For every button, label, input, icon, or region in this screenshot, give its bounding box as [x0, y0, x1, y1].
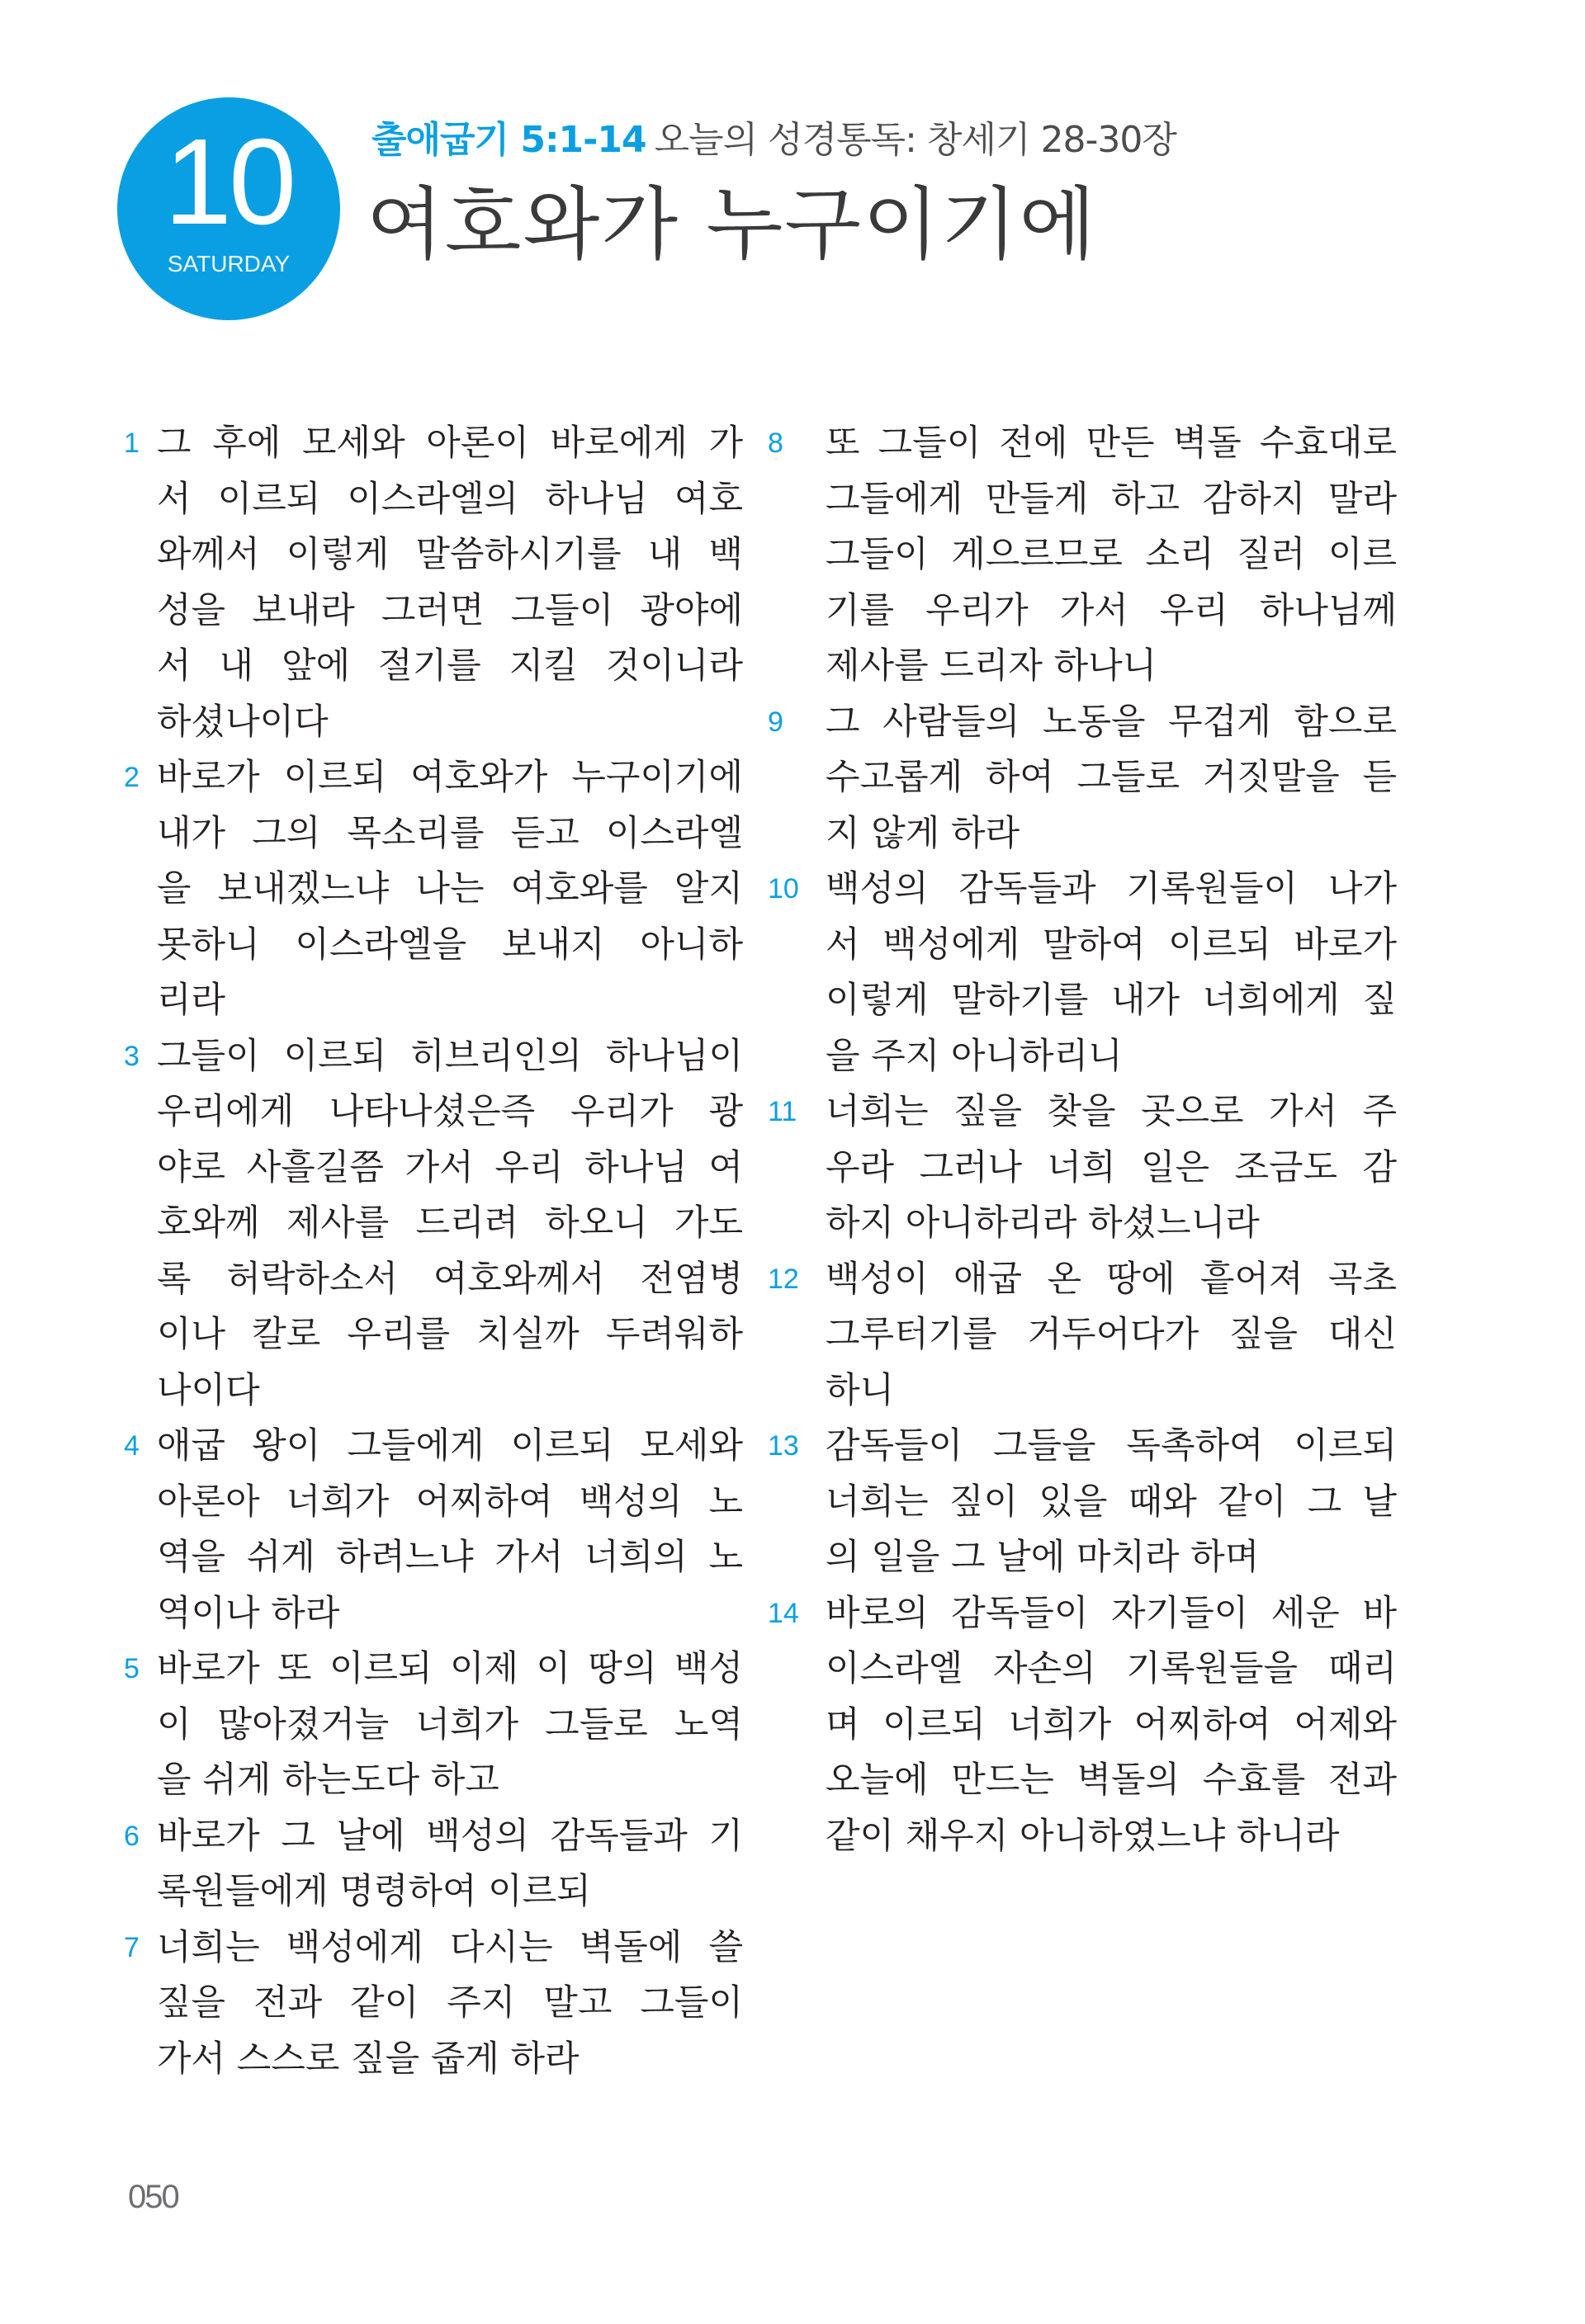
- verse: [124, 416, 743, 750]
- verse-line: 그들이 이르되 히브리인의 하나님이: [157, 1035, 743, 1077]
- verse-line: 이렇게 말하기를 내가 너희에게 짚: [826, 980, 1397, 1021]
- verse-line: 역이나 하라: [157, 1592, 340, 1634]
- verse-line: 아론아 너희가 어찌하여 백성의 노: [157, 1481, 743, 1523]
- verse-line: 을 주지 아니하리니: [826, 1035, 1123, 1077]
- verse-line: 서 내 앞에 절기를 지킬 것이니라: [157, 645, 743, 687]
- verse-number: 9: [768, 706, 783, 738]
- verse-number: 13: [768, 1430, 799, 1462]
- verse-line: 야로 사흘길쯤 가서 우리 하나님 여: [157, 1146, 743, 1188]
- verse-number: 1: [124, 427, 140, 459]
- verse-line: 이나 칼로 우리를 치실까 두려워하: [157, 1314, 743, 1355]
- scripture-column-right: [768, 416, 1397, 1864]
- verse-line: 서 이르되 이스라엘의 하나님 여호: [157, 478, 743, 520]
- verse-line: 지 않게 하라: [826, 812, 1020, 854]
- verse-text: [826, 416, 1397, 695]
- verse-number: 6: [124, 1820, 140, 1852]
- verse-line: 또 그들이 전에 만든 벽돌 수효대로: [826, 423, 1397, 464]
- day-name: SATURDAY: [167, 251, 291, 276]
- passage-reference: 출애굽기 5:1-14: [371, 119, 646, 161]
- verse-text: [157, 750, 743, 1029]
- verse-line: 못하니 이스라엘을 보내지 아니하: [157, 923, 743, 966]
- verse-line: 그들에게 만들게 하고 감하지 말라: [826, 478, 1397, 520]
- verse-line: 바로가 이르되 여호와가 누구이기에: [157, 757, 743, 798]
- verse-line: 내가 그의 목소리를 듣고 이스라엘: [157, 812, 743, 854]
- verse: [768, 1084, 1397, 1252]
- verse-line: 리라: [157, 980, 226, 1021]
- verse-line: 며 이르되 너희가 어찌하여 어제와: [826, 1703, 1397, 1745]
- verse-line: 바로가 또 이르되 이제 이 땅의 백성: [157, 1648, 743, 1689]
- verse-number: 11: [768, 1096, 797, 1127]
- verse-line: 이스라엘 자손의 기록원들을 때리: [826, 1648, 1397, 1689]
- verse-text: [157, 1809, 743, 1920]
- verse-line: 백성이 애굽 온 땅에 흩어져 곡초: [826, 1258, 1397, 1300]
- verse-number: 2: [124, 762, 140, 793]
- verse-line: 록원들에게 명령하여 이르되: [157, 1871, 591, 1912]
- verse-line: 감독들이 그들을 독촉하여 이르되: [826, 1425, 1397, 1467]
- verse-text: [826, 695, 1397, 862]
- verse-text: [157, 416, 743, 750]
- verse-number: 8: [768, 427, 783, 459]
- verse: [768, 862, 1397, 1084]
- verse: [768, 1419, 1397, 1586]
- day-badge: [117, 97, 340, 320]
- verse-line: 성을 보내라 그러면 그들이 광야에: [157, 589, 743, 631]
- page-title: 여호와가 누구이기에: [367, 178, 1098, 271]
- verse-number: 3: [124, 1040, 140, 1072]
- day-number: 10: [163, 114, 294, 250]
- verse-line: 와께서 이렇게 말씀하시기를 내 백: [157, 534, 743, 575]
- verse-number: 7: [124, 1931, 140, 1963]
- verse-line: 나이다: [157, 1369, 260, 1411]
- verse-line: 호와께 제사를 드리려 하오니 가도: [157, 1202, 743, 1244]
- verse-line: 그 사람들의 노동을 무겁게 함으로: [826, 701, 1397, 743]
- verse-line: 그 후에 모세와 아론이 바로에게 가: [157, 423, 743, 464]
- verse-number: 10: [768, 873, 799, 905]
- verse-line: 기를 우리가 가서 우리 하나님께: [826, 589, 1397, 631]
- verse: [768, 1586, 1397, 1865]
- verse-line: 애굽 왕이 그들에게 이르되 모세와: [157, 1425, 743, 1467]
- verse-text: [826, 1586, 1397, 1865]
- verse-text: [826, 1419, 1397, 1586]
- verse-number: 5: [124, 1653, 140, 1684]
- verse-number: 14: [768, 1597, 799, 1629]
- verse-line: 록 허락하소서 여호와께서 전염병: [157, 1258, 743, 1300]
- verse-line: 오늘에 만드는 벽돌의 수효를 전과: [826, 1760, 1397, 1801]
- verse: [124, 1809, 743, 1920]
- verse-line: 서 백성에게 말하여 이르되 바로가: [826, 923, 1397, 966]
- passage-header: [371, 116, 1176, 165]
- verse-text: [157, 1419, 743, 1641]
- verse-line: 하지 아니하리라 하셨느니라: [826, 1202, 1260, 1244]
- verse-line: 바로의 감독들이 자기들이 세운 바: [826, 1592, 1397, 1634]
- verse-text: [826, 862, 1397, 1084]
- verse-line: 가서 스스로 짚을 줍게 하라: [157, 2038, 580, 2080]
- verse-line: 수고롭게 하여 그들로 거짓말을 듣: [826, 757, 1397, 798]
- verse-line: 바로가 그 날에 백성의 감독들과 기: [157, 1815, 743, 1857]
- verse-line: 우리에게 나타나셨은즉 우리가 광: [157, 1091, 743, 1132]
- verse-line: 같이 채우지 아니하였느냐 하니라: [826, 1815, 1340, 1857]
- verse-line: 짚을 전과 같이 주지 말고 그들이: [157, 1982, 743, 2024]
- verse-number: 12: [768, 1263, 799, 1295]
- verse: [768, 1252, 1397, 1419]
- verse-line: 역을 쉬게 하려느냐 가서 너희의 노: [157, 1537, 743, 1578]
- verse: [124, 1419, 743, 1641]
- verse-line: 하니: [826, 1369, 895, 1411]
- verse-line: 이 많아졌거늘 너희가 그들로 노역: [157, 1703, 743, 1745]
- verse: [768, 695, 1397, 862]
- verse-line: 너희는 짚을 찾을 곳으로 가서 주: [826, 1091, 1397, 1132]
- verse-line: 을 보내겠느냐 나는 여호와를 알지: [157, 868, 743, 909]
- verse-text: [826, 1084, 1397, 1252]
- verse-line: 백성의 감독들과 기록원들이 나가: [826, 868, 1397, 909]
- verse-line: 을 쉬게 하는도다 하고: [157, 1760, 499, 1801]
- verse-line: 제사를 드리자 하나니: [826, 645, 1157, 687]
- verse-text: [157, 1029, 743, 1419]
- daily-reading-plan: 오늘의 성경통독: 창세기 28-30장: [654, 119, 1176, 161]
- verse-line: 너희는 짚이 있을 때와 같이 그 날: [826, 1481, 1397, 1523]
- verse-line: 그들이 게으르므로 소리 질러 이르: [826, 534, 1397, 575]
- verse: [768, 416, 1397, 695]
- verse-text: [826, 1252, 1397, 1419]
- verse: [124, 1920, 743, 2088]
- verse-line: 우라 그러나 너희 일은 조금도 감: [826, 1146, 1397, 1188]
- verse: [124, 1641, 743, 1809]
- verse: [124, 750, 743, 1029]
- verse-text: [157, 1641, 743, 1809]
- verse-text: [157, 1920, 743, 2088]
- verse-line: 그루터기를 거두어다가 짚을 대신: [826, 1314, 1397, 1355]
- verse-line: 너희는 백성에게 다시는 벽돌에 쓸: [157, 1926, 743, 1968]
- scripture-column-left: [124, 416, 743, 2087]
- page-number: 050: [128, 2179, 178, 2215]
- verse-line: 하셨나이다: [157, 701, 329, 743]
- verse: [124, 1029, 743, 1419]
- verse-number: 4: [124, 1430, 140, 1462]
- verse-line: 의 일을 그 날에 마치라 하며: [826, 1537, 1260, 1578]
